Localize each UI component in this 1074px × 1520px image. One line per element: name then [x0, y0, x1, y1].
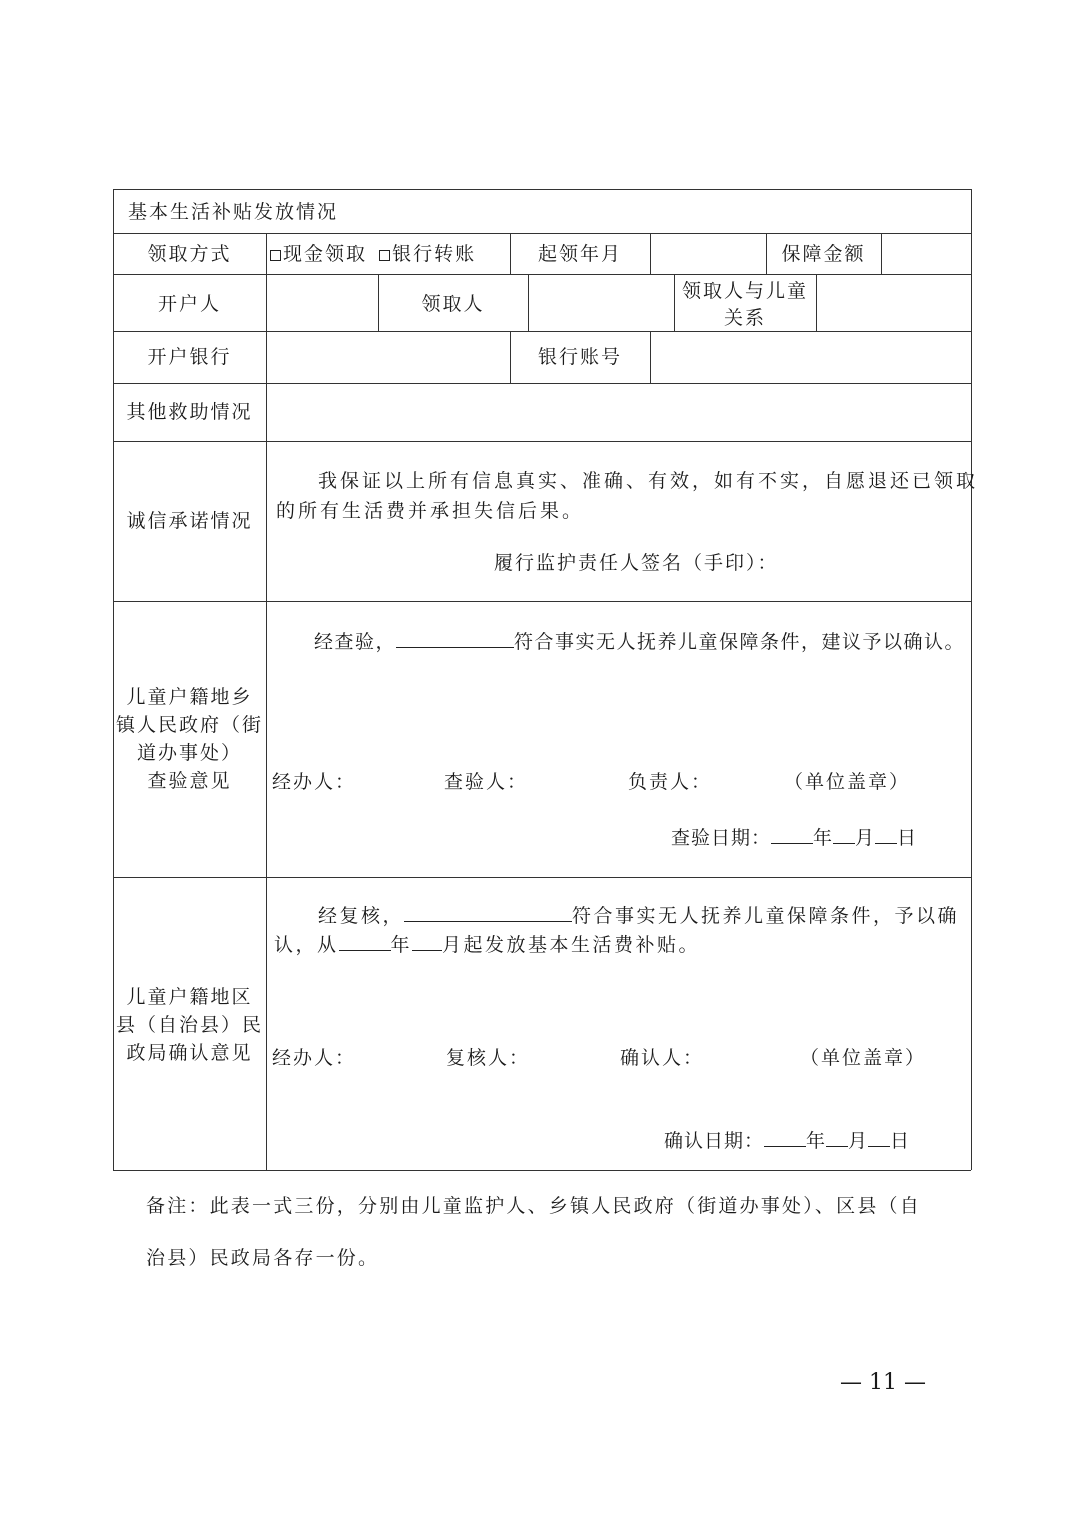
county-day-label: 日	[890, 1130, 911, 1152]
county-start-year-blank[interactable]	[339, 932, 391, 951]
town-inspection-date	[671, 825, 917, 851]
other-aid-field[interactable]	[268, 386, 969, 439]
cash-checkbox[interactable]	[270, 250, 281, 261]
town-opinion-statement	[314, 629, 965, 655]
pledge-text-line2: 的所有生活费并承担失信后果。	[276, 500, 585, 522]
town-opinion-label-line1: 儿童户籍地乡	[126, 686, 253, 708]
town-text-suffix: 符合事实无人抚养儿童保障条件，建议予以确认。	[514, 631, 966, 653]
county-text-suffix: 符合事实无人抚养儿童保障条件，予以确	[572, 905, 960, 927]
town-date-label: 查验日期：	[671, 827, 772, 849]
town-day-label: 日	[897, 827, 918, 849]
receiver-field[interactable]	[530, 277, 672, 329]
pledge-signature-label: 履行监护责任人签名（手印）：	[494, 552, 779, 574]
page-number: — 11 —	[840, 1370, 926, 1395]
note-line2: 治县）民政局各存一份。	[146, 1247, 380, 1269]
town-inspector-label: 查验人：	[444, 771, 529, 793]
county-month-label: 月	[848, 1130, 869, 1152]
county-opinion-label-line3: 政局确认意见	[126, 1042, 253, 1064]
amount-field[interactable]	[883, 236, 969, 272]
town-child-name-blank[interactable]	[396, 629, 514, 648]
column-divider	[650, 331, 651, 383]
column-divider	[528, 274, 529, 331]
start-month-field[interactable]	[652, 236, 764, 272]
bank-name-label: 开户银行	[147, 346, 232, 368]
relation-label-line1: 领取人与儿童	[681, 280, 808, 302]
column-divider	[266, 233, 267, 1170]
relation-label-line2: 关系	[723, 307, 766, 329]
row-divider	[113, 233, 971, 234]
table-border-right	[971, 189, 972, 1170]
start-month-label: 起领年月	[537, 243, 622, 265]
bank-account-field[interactable]	[652, 334, 969, 381]
receiver-label: 领取人	[421, 293, 485, 315]
county-confirmer-label: 确认人：	[620, 1047, 705, 1069]
county-day-blank[interactable]	[868, 1128, 890, 1147]
town-year-label: 年	[813, 827, 834, 849]
county-confirm-date	[664, 1128, 910, 1154]
county-reviewer-label: 复核人：	[446, 1047, 531, 1069]
county-text-prefix: 经复核，	[318, 905, 405, 927]
town-seal-label: （单位盖章）	[784, 771, 911, 793]
note-line1: 备注：此表一式三份，分别由儿童监护人、乡镇人民政府（街道办事处）、区县（自	[146, 1195, 921, 1217]
town-leader-label: 负责人：	[628, 771, 713, 793]
other-aid-label: 其他救助情况	[126, 401, 253, 423]
town-day-blank[interactable]	[875, 825, 897, 844]
town-month-blank[interactable]	[833, 825, 855, 844]
county-year-blank[interactable]	[764, 1128, 806, 1147]
county-opinion-label-line1: 儿童户籍地区	[126, 986, 253, 1008]
county-date-label: 确认日期：	[664, 1130, 765, 1152]
amount-label: 保障金额	[781, 243, 866, 265]
county-month-blank[interactable]	[826, 1128, 848, 1147]
row-divider	[113, 877, 971, 878]
account-holder-label: 开户人	[157, 293, 221, 315]
county-start-month-blank[interactable]	[412, 932, 442, 951]
county-year-label: 年	[806, 1130, 827, 1152]
account-holder-field[interactable]	[268, 277, 376, 329]
pledge-text-line1: 我保证以上所有信息真实、准确、有效，如有不实，自愿退还已领取	[318, 470, 979, 492]
row-divider	[113, 274, 971, 275]
cash-option-label: 现金领取	[283, 243, 368, 265]
town-opinion-label-line2: 镇人民政府（街	[115, 714, 263, 736]
town-year-blank[interactable]	[771, 825, 813, 844]
bank-account-label: 银行账号	[537, 346, 622, 368]
section-title: 基本生活补贴发放情况	[128, 201, 339, 223]
bank-option-label: 银行转账	[392, 243, 477, 265]
relation-field[interactable]	[818, 277, 969, 329]
county-text-line2-year: 年	[390, 934, 413, 956]
pledge-label: 诚信承诺情况	[126, 510, 253, 532]
county-text-line2-prefix: 认，从	[274, 934, 339, 956]
column-divider	[881, 233, 882, 274]
county-child-name-blank[interactable]	[404, 903, 572, 922]
county-opinion-label-line2: 县（自治县）民	[115, 1014, 263, 1036]
county-seal-label: （单位盖章）	[800, 1047, 927, 1069]
receive-method-label: 领取方式	[147, 243, 232, 265]
column-divider	[816, 274, 817, 331]
town-month-label: 月	[855, 827, 876, 849]
table-border-bottom	[113, 1170, 971, 1171]
town-opinion-label-line3: 道办事处）	[136, 742, 242, 764]
table-border-top	[113, 189, 971, 190]
row-divider	[113, 441, 971, 442]
bank-name-field[interactable]	[268, 334, 508, 381]
row-divider	[113, 331, 971, 332]
county-opinion-statement-line2	[274, 932, 700, 958]
county-handler-label: 经办人：	[272, 1047, 357, 1069]
receive-method-options	[270, 241, 476, 267]
row-divider	[113, 383, 971, 384]
town-text-prefix: 经查验，	[314, 631, 397, 653]
bank-checkbox[interactable]	[379, 250, 390, 261]
town-opinion-label-line4: 查验意见	[147, 770, 232, 792]
town-handler-label: 经办人：	[272, 771, 357, 793]
county-opinion-statement-line1	[318, 903, 959, 929]
row-divider	[113, 601, 971, 602]
county-text-line2-suffix: 月起发放基本生活费补贴。	[442, 934, 701, 956]
column-divider	[650, 233, 651, 274]
